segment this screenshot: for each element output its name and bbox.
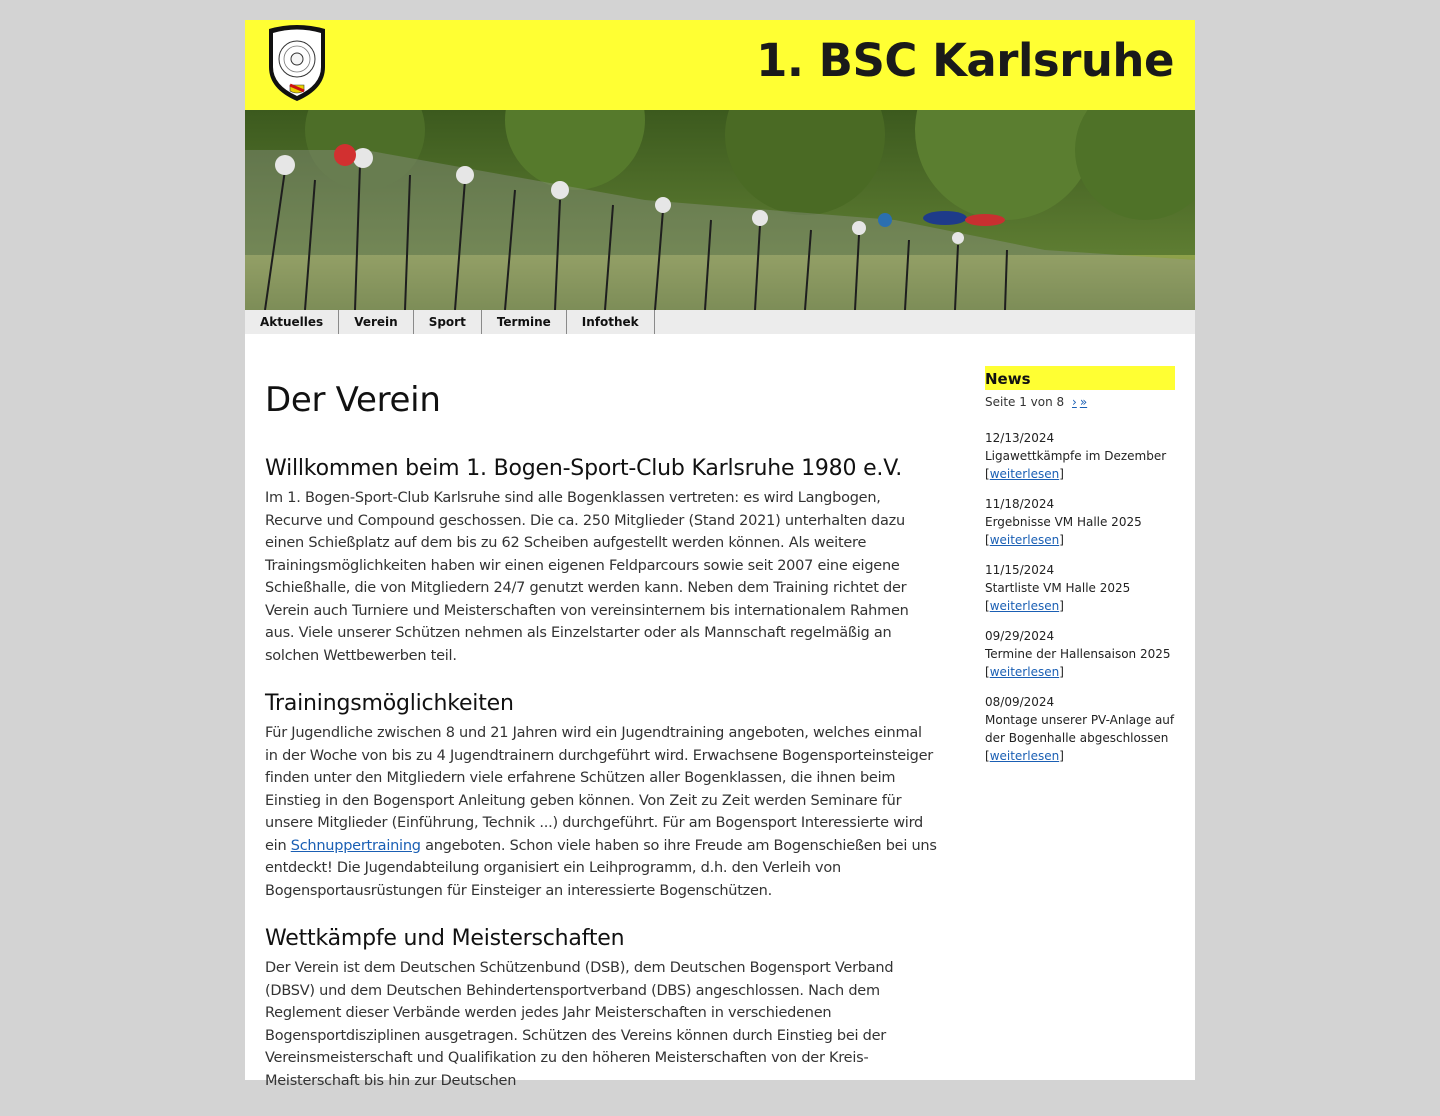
news-item: 11/18/2024 Ergebnisse VM Halle 2025 [weiterlesen] — [985, 495, 1175, 549]
news-item: 11/15/2024 Startliste VM Halle 2025 [weiterlesen] — [985, 561, 1175, 615]
page-title: Der Verein — [265, 380, 441, 420]
news-sidebar — [985, 366, 1175, 777]
nav-item-aktuelles[interactable]: Aktuelles — [245, 310, 339, 334]
news-read-more-link[interactable]: weiterlesen — [989, 599, 1060, 613]
nav-item-verein[interactable]: Verein — [339, 310, 413, 334]
page — [245, 20, 1195, 1089]
club-shield-icon — [265, 23, 329, 103]
news-item: 12/13/2024 Ligawettkämpfe im Dezember [weiterlesen] — [985, 429, 1175, 483]
news-title: Ligawettkämpfe im Dezember — [985, 449, 1167, 463]
news-list — [985, 429, 1175, 765]
news-item: 08/09/2024 Montage unserer PV-Anlage auf der Bogenhalle abgeschlossen [weiterlesen] — [985, 695, 1175, 763]
news-title: Montage unserer PV-Anlage auf der Bogenhalle abgeschlossen — [985, 713, 1175, 745]
section-heading-training: Trainingsmöglichkeiten — [265, 691, 514, 716]
news-read-more-link[interactable]: weiterlesen — [989, 533, 1060, 547]
pager-text: Seite 1 von 8 — [985, 395, 1065, 409]
nav-item-sport[interactable]: Sport — [414, 310, 482, 334]
news-date: 11/18/2024 — [985, 497, 1055, 511]
club-logo[interactable] — [265, 23, 329, 103]
news-pager — [985, 393, 1175, 411]
news-date: 11/15/2024 — [985, 563, 1055, 577]
nav-item-infothek[interactable]: Infothek — [567, 310, 655, 334]
site-header — [245, 20, 1195, 110]
news-title: Ergebnisse VM Halle 2025 — [985, 515, 1142, 529]
news-date: 09/29/2024 — [985, 629, 1055, 643]
news-item: 09/29/2024 Termine der Hallensaison 2025 [weiterlesen] — [985, 627, 1175, 681]
news-date: 08/09/2024 — [985, 695, 1055, 709]
section-text-training — [265, 722, 937, 902]
news-read-more-link[interactable]: weiterlesen — [989, 467, 1060, 481]
site-title: 1. BSC Karlsruhe — [756, 34, 1174, 87]
training-text-part1: Für Jugendliche zwischen 8 und 21 Jahren wird ein Jugendtraining angeboten, welches einmal in der Woche von bis zu 4 Jugendtrainern durchgeführt wird. Erwachsene Bogensporteinsteiger finden unter den Mitgliedern viele erfahrene Schützen aller Bogenklassen, die ihnen beim Einstieg in den Bogensport Anleitung geben können. Von Zeit zu Zeit werden Seminare für unsere Mitglieder (Einführung, Technik ...) durchgeführt. Für am Bogensport Interessierte wird ein — [265, 725, 934, 854]
pager-last-link[interactable]: » — [1079, 395, 1088, 409]
news-read-more-link[interactable]: weiterlesen — [989, 665, 1060, 679]
banner-photo — [245, 110, 1195, 310]
news-heading: News — [985, 366, 1175, 390]
section-text-competitions: Der Verein ist dem Deutschen Schützenbund (DSB), dem Deutschen Bogensport Verband (DBSV) und dem Deutschen Behindertensportverband (DBS) angeschlossen. Nach dem Reglement dieser Verbände werden jedes Jahr Meisterschaften in verschiedenen Bogensportdisziplinen ausgetragen. Schützen des Vereins können durch Einstieg bei der Vereinsmeisterschaft und Qualifikation zu den höheren Meisterschaften von der Kreis-Meisterschaft bis hin zur Deutschen — [265, 960, 894, 1089]
training-text-part2: angeboten. Schon viele haben so ihre Freude am Bogenschießen bei uns entdeckt! Die Jugendabteilung organisiert ein Leihprogramm, d.h. den Verleih von Bogensportausrüstungen für Einsteiger an interessierte Bogenschützen. — [265, 837, 937, 899]
news-title: Termine der Hallensaison 2025 — [985, 647, 1171, 661]
news-title: Startliste VM Halle 2025 — [985, 581, 1131, 595]
pager-next-link[interactable]: › — [1072, 395, 1077, 409]
section-heading-welcome: Willkommen beim 1. Bogen-Sport-Club Karlsruhe 1980 e.V. — [265, 456, 903, 481]
news-date: 12/13/2024 — [985, 431, 1055, 445]
section-text-welcome: Im 1. Bogen-Sport-Club Karlsruhe sind alle Bogenklassen vertreten: es wird Langbogen, Recurve und Compound geschossen. Die ca. 250 Mitglieder (Stand 2021) unterhalten dazu einen Schießplatz auf dem bis zu 62 Scheiben aufgestellt werden können. Als weitere Trainingsmöglichkeiten haben wir einen eigenen Feldparcours sowie seit 2007 eine eigene Schießhalle, die von Mitgliedern 24/7 genutzt werden kann. Neben dem Training richtet der Verein auch Turniere und Meisterschaften von vereinsinternem bis internationalem Rahmen aus. Viele unserer Schützen nehmen als Einzelstarter oder als Mannschaft regelmäßig an solchen Wettbewerben teil. — [265, 490, 909, 664]
main-content — [265, 366, 937, 1116]
schnuppertraining-link[interactable]: Schnuppertraining — [290, 837, 421, 854]
section-heading-competitions: Wettkämpfe und Meisterschaften — [265, 926, 625, 951]
nav-item-termine[interactable]: Termine — [482, 310, 567, 334]
news-read-more-link[interactable]: weiterlesen — [989, 749, 1060, 763]
main-navigation — [245, 310, 1195, 334]
